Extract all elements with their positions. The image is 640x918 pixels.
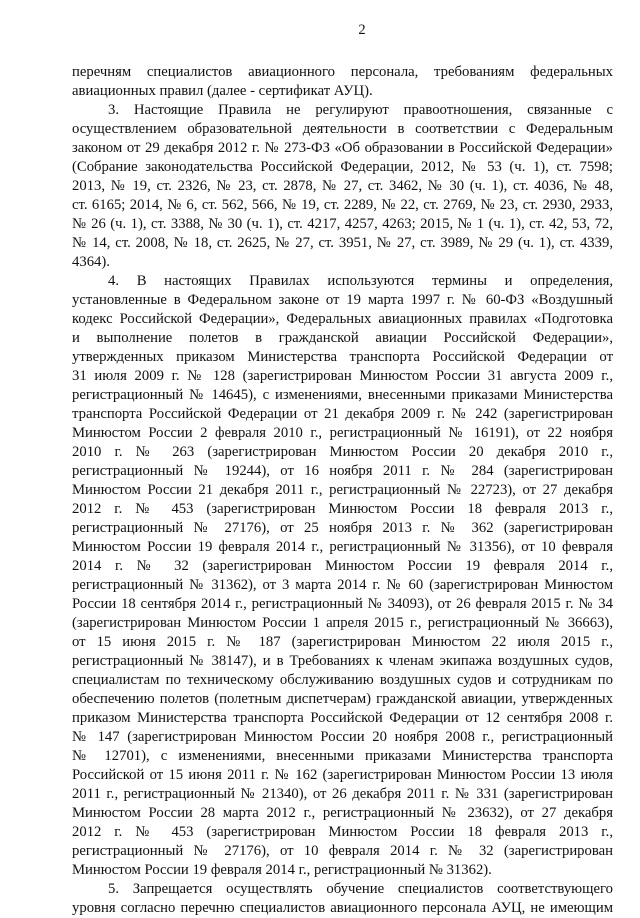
text-line: 2011 г., регистрационный № 21340), от 26 декабря 2011 г. № 331 (зарегистрирован: [72, 786, 613, 802]
text-line: 2012 г. № 453 (зарегистрирован Минюстом России 18 февраля 2013 г.,: [72, 824, 613, 840]
text-line: авиационных правил (далее - сертификат АУЦ).: [72, 83, 373, 99]
text-line: 31 июля 2009 г. № 128 (зарегистрирован Минюстом России 31 августа 2009 г.,: [72, 368, 613, 384]
text-line: 4. В настоящих Правилах используются термины и определения,: [108, 273, 613, 289]
text-line: 5. Запрещается осуществлять обучение специалистов соответствующего: [108, 881, 613, 897]
text-line: Минюстом России 19 февраля 2014 г., регистрационный № 31362).: [72, 862, 492, 878]
text-line: Российской от 15 июня 2011 г. № 162 (зарегистрирован Минюстом России 13 июля: [72, 767, 613, 783]
text-line: регистрационный № 14645), с изменениями, внесенными приказами Министерства: [72, 387, 613, 403]
text-line: утвержденных приказом Министерства транспорта Российской Федерации от: [72, 349, 613, 365]
text-line: № 147 (зарегистрирован Минюстом России 20 ноября 2008 г., регистрационный: [72, 729, 613, 745]
text-line: установленные в Федеральном законе от 19 марта 1997 г. № 60-ФЗ «Воздушный: [72, 292, 613, 308]
text-line: специалистам по техническому обслуживанию воздушных судов и сотрудникам по: [72, 672, 613, 688]
text-line: регистрационный № 27176), от 10 февраля 2014 г. № 32 (зарегистрирован: [72, 843, 613, 859]
text-line: осуществлением образовательной деятельности в соответствии с Федеральным: [72, 121, 613, 137]
document-body: [72, 63, 613, 918]
paragraph-p4: [72, 272, 613, 880]
paragraph-p5: [72, 880, 613, 918]
text-line: (зарегистрирован Минюстом России 1 апреля 2015 г., регистрационный № 36663),: [72, 615, 613, 631]
text-line: Минюстом России 21 декабря 2011 г., регистрационный № 22723), от 27 декабря: [72, 482, 613, 498]
paragraph-p3: [72, 101, 613, 272]
text-line: от 15 июня 2015 г. № 187 (зарегистрирован Минюстом 22 июля 2015 г.,: [72, 634, 613, 650]
text-line: (Собрание законодательства Российской Федерации, 2012, № 53 (ч. 1), ст. 7598;: [72, 159, 613, 175]
text-line: регистрационный № 31362), от 3 марта 2014 г. № 60 (зарегистрирован Минюстом: [72, 577, 613, 593]
text-line: 2012 г. № 453 (зарегистрирован Минюстом России 18 февраля 2013 г.,: [72, 501, 613, 517]
text-line: Минюстом России 2 февраля 2010 г., регистрационный № 16191), от 22 ноября: [72, 425, 613, 441]
text-line: регистрационный № 38147), и в Требованиях к членам экипажа воздушных судов,: [72, 653, 613, 669]
text-line: перечням специалистов авиационного персонала, требованиям федеральных: [72, 64, 613, 80]
text-line: регистрационный № 27176), от 25 ноября 2013 г. № 362 (зарегистрирован: [72, 520, 613, 536]
text-line: уровня согласно перечню специалистов авиационного персонала АУЦ, не имеющим: [72, 900, 613, 916]
paragraph-p-continuation: [72, 63, 613, 101]
text-line: приказом Министерства транспорта Российской Федерации от 12 сентября 2008 г.: [72, 710, 613, 726]
text-line: 2013, № 19, ст. 2326, № 23, ст. 2878, № 27, ст. 3462, № 30 (ч. 1), ст. 4036, № 48,: [72, 178, 613, 194]
text-line: Минюстом России 28 марта 2012 г., регистрационный № 23632), от 27 декабря: [72, 805, 613, 821]
text-line: ст. 6165; 2014, № 6, ст. 562, 566, № 19, ст. 2289, № 22, ст. 2769, № 23, ст. 2930, 2933,: [72, 197, 613, 213]
text-line: обеспечению полетов (полетным диспетчерам) гражданской авиации, утвержденных: [72, 691, 613, 707]
page-number: 2: [358, 22, 366, 38]
text-line: Минюстом России 19 февраля 2014 г., регистрационный № 31356), от 10 февраля: [72, 539, 613, 555]
text-line: 2010 г. № 263 (зарегистрирован Минюстом России 20 декабря 2010 г.,: [72, 444, 613, 460]
text-line: 3. Настоящие Правила не регулируют правоотношения, связанные с: [108, 102, 613, 118]
text-line: № 14, ст. 2008, № 18, ст. 2625, № 27, ст. 3951, № 27, ст. 3989, № 29 (ч. 1), ст. 4339,: [72, 235, 613, 251]
text-line: законом от 29 декабря 2012 г. № 273-ФЗ «Об образовании в Российской Федерации»: [72, 140, 613, 156]
text-line: России 18 сентября 2014 г., регистрационный № 34093), от 26 февраля 2015 г. № 34: [72, 596, 613, 612]
text-line: и выполнение полетов в гражданской авиации Российской Федерации»,: [72, 330, 613, 346]
text-line: кодекс Российской Федерации», Федеральных авиационных правилах «Подготовка: [72, 311, 613, 327]
document-page: [72, 0, 613, 916]
text-line: № 12701), с изменениями, внесенными приказами Министерства транспорта: [72, 748, 613, 764]
text-line: регистрационный № 19244), от 16 ноября 2011 г. № 284 (зарегистрирован: [72, 463, 613, 479]
text-line: 2014 г. № 32 (зарегистрирован Минюстом России 19 февраля 2014 г.,: [72, 558, 613, 574]
text-line: транспорта Российской Федерации от 21 декабря 2009 г. № 242 (зарегистрирован: [72, 406, 613, 422]
text-line: 4364).: [72, 254, 110, 270]
text-line: № 26 (ч. 1), ст. 3388, № 30 (ч. 1), ст. 4217, 4257, 4263; 2015, № 1 (ч. 1), ст. 42, 53, 72,: [72, 216, 613, 232]
